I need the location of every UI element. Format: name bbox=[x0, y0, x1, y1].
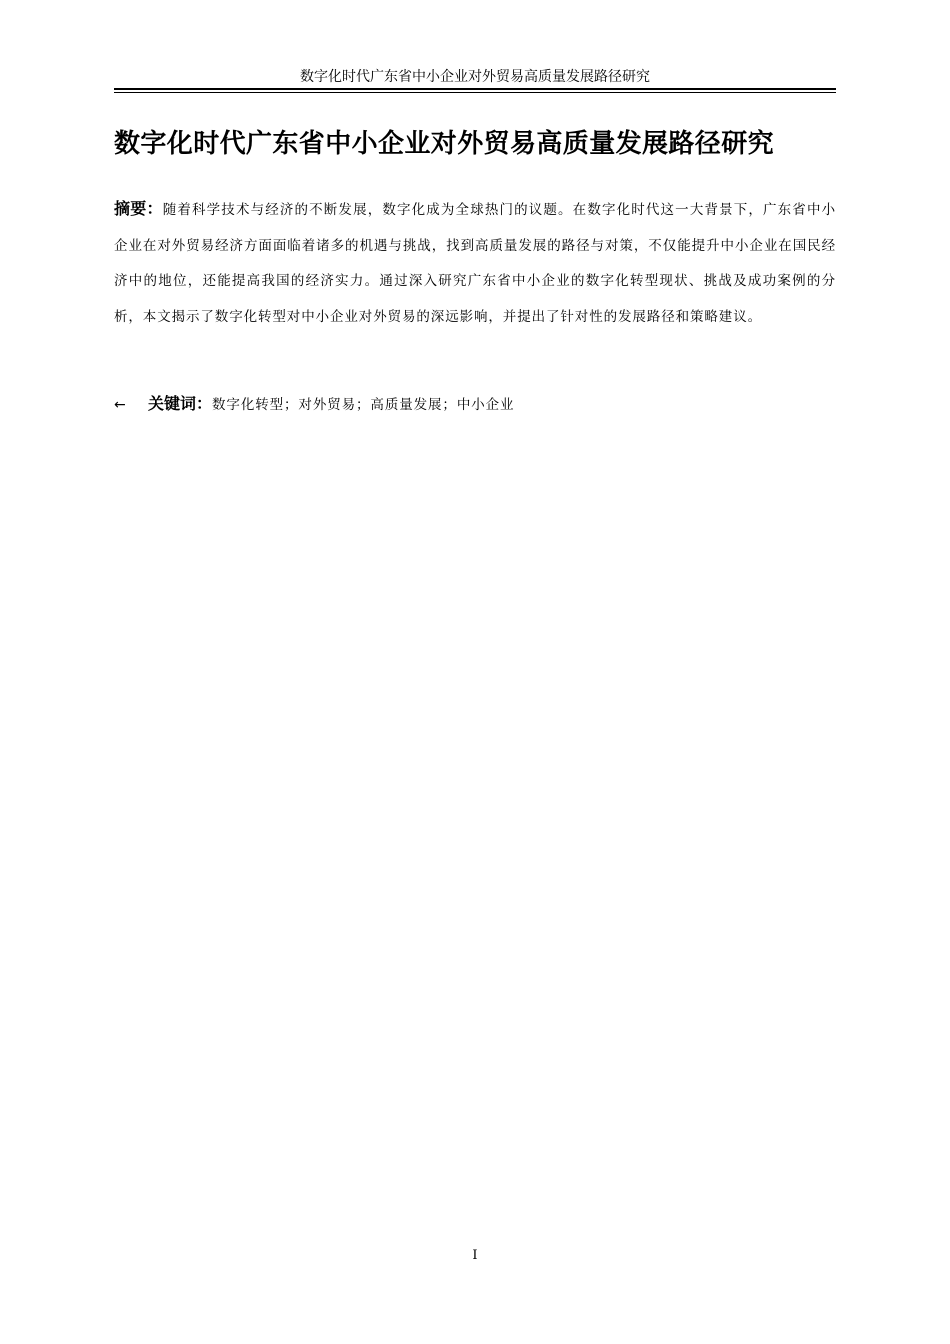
keywords-line bbox=[114, 390, 836, 419]
running-header: 数字化时代广东省中小企业对外贸易高质量发展路径研究 bbox=[300, 69, 650, 85]
document-title: 数字化时代广东省中小企业对外贸易高质量发展路径研究 bbox=[114, 129, 775, 159]
abstract-text: 随着科学技术与经济的不断发展，数字化成为全球热门的议题。在数字化时代这一大背景下，广东省中小企业在对外贸易经济方面面临着诸多的机遇与挑战，找到高质量发展的路径与对策，不仅能提升中小企业在国民经济中的地位，还能提高我国的经济实力。通过深入研究广东省中小企业的数字化转型现状、挑战及成功案例的分析，本文揭示了数字化转型对中小企业对外贸易的深远影响，并提出了针对性的发展路径和策略建议。 bbox=[114, 202, 836, 325]
keywords-text: 数字化转型；对外贸易；高质量发展；中小企业 bbox=[212, 397, 515, 413]
abstract-paragraph bbox=[114, 191, 836, 335]
header-rule bbox=[114, 88, 836, 90]
abstract-label: 摘要： bbox=[114, 199, 163, 218]
header-rule-thin bbox=[114, 92, 836, 93]
keywords-label: 关键词： bbox=[148, 394, 213, 413]
page-number: I bbox=[472, 1248, 478, 1263]
left-arrow-icon: ← bbox=[114, 397, 126, 413]
